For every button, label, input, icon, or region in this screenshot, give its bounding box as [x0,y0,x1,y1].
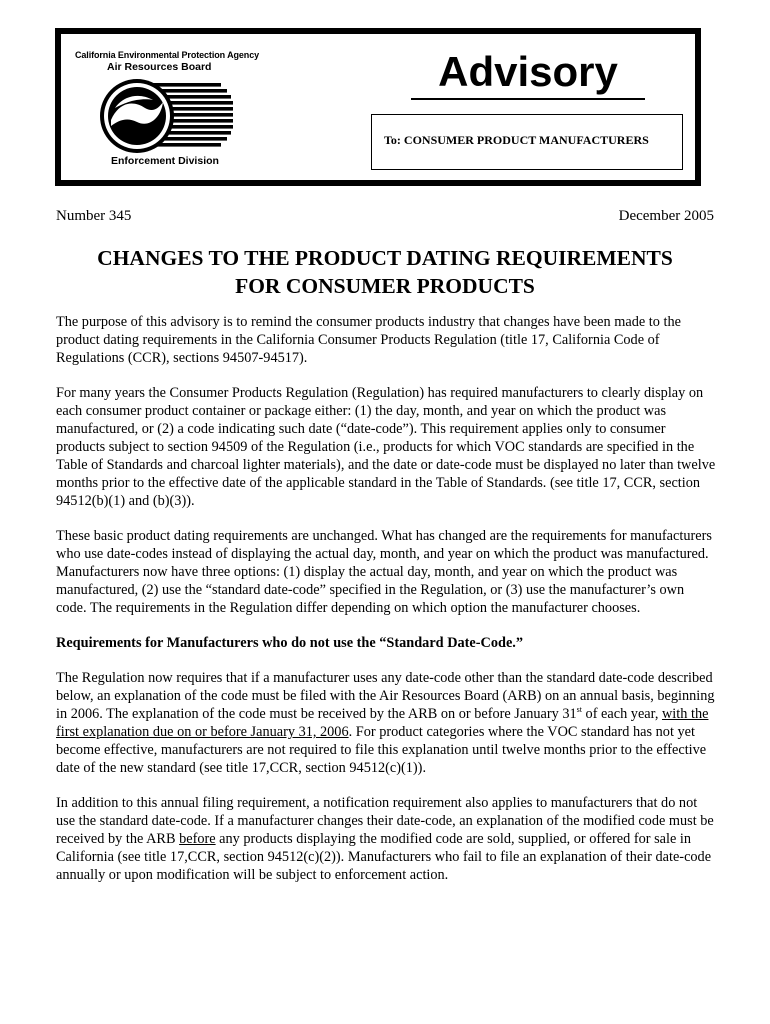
advisory-title: Advisory [438,48,618,95]
title-line-2: FOR CONSUMER PRODUCTS [235,274,535,298]
paragraph-changes: These basic product dating requirements are unchanged. What has changed are the requirements for manufacturers who use date-codes instead of displaying the actual day, month, and year on which the product was manufactured. Manufacturers now have three options: (1) display the actual day, month, and year on which the product was manufactured, (2) use the “standard date-code” specified in the Regulation, or (3) use the manufacturer’s own code. The requirements in the Regulation differ depending on which option the manufacturer chooses. [56,528,712,616]
before-emphasis: before [179,831,216,847]
document-title [56,244,714,300]
annual-filing-text-b: of each year, [581,706,662,722]
annual-filing-text-c: . For product categories where the VOC standard has not yet become effective, manufacturers are not required to file this explanation until twelve months prior to the effective date of the new standard (see title 17,CCR, section 94512(c)(1)). [56,724,707,776]
notification-text-b: any products displaying the modified code are sold, supplied, or offered for sale in California (see title 17,CCR, section 94512(c)(2)). Manufacturers who fail to file an explanation of their date-code annually or upon modification will be subject to enforcement action. [56,831,712,883]
paragraph-annual-filing [56,669,718,777]
annual-filing-text-a: The Regulation now requires that if a manufacturer uses any date-code other than the standard date-code described below, an explanation of the code must be filed with the Air Resources Board (ARB) on an annual basis, beginning in 2006. The explanation of the code must be received by the ARB on or before January 31 [56,670,715,722]
paragraph-background: For many years the Consumer Products Regulation (Regulation) has required manufacturers to clearly display on each consumer product container or package either: (1) the day, month, and year on which the product was manufactured, or (2) a code indicating such date (“date-code”). This requirement applies only to consumer products subject to section 94509 of the Regulation (i.e., products for which VOC standards are specified in the Table of Standards and charcoal lighter materials), and the date or date-code must be displayed no later than twelve months prior to the effective date of the applicable standard in the Table of Standards. (see title 17, CCR, section 94512(b)(1) and (b)(3)). [56,385,716,509]
advisory-header [55,28,701,186]
advisory-number: Number 345 [56,208,132,224]
paragraph-purpose: The purpose of this advisory is to remind the consumer products industry that changes have been made to the product dating requirements in the California Consumer Products Regulation (title 17, California Code of Regulations (CCR), sections 94507-94517). [56,314,681,366]
document-body [56,313,718,901]
first-explanation-deadline: with the first explanation due on or before January 31, 2006 [56,706,709,740]
paragraph-notification [56,794,718,884]
recipient-box [371,114,683,170]
ordinal-suffix: st [576,705,582,715]
arb-logo-icon [99,78,233,154]
advisory-title-rule [411,98,645,100]
agency-name: California Environmental Protection Agency [75,50,260,60]
notification-text-a: In addition to this annual filing requirement, a notification requirement also applies to manufacturers that do not use the standard date-code. If a manufacturer changes their date-code, an explanation of the modified code must be received by the ARB [56,795,714,847]
advisory-date: December 2005 [618,208,714,224]
section-heading: Requirements for Manufacturers who do not use the “Standard Date-Code.” [56,635,524,651]
division-name: Enforcement Division [111,155,219,167]
board-name: Air Resources Board [107,61,212,73]
title-line-1: CHANGES TO THE PRODUCT DATING REQUIREMENTS [97,246,673,270]
recipient-line: To: CONSUMER PRODUCT MANUFACTURERS [384,133,649,147]
